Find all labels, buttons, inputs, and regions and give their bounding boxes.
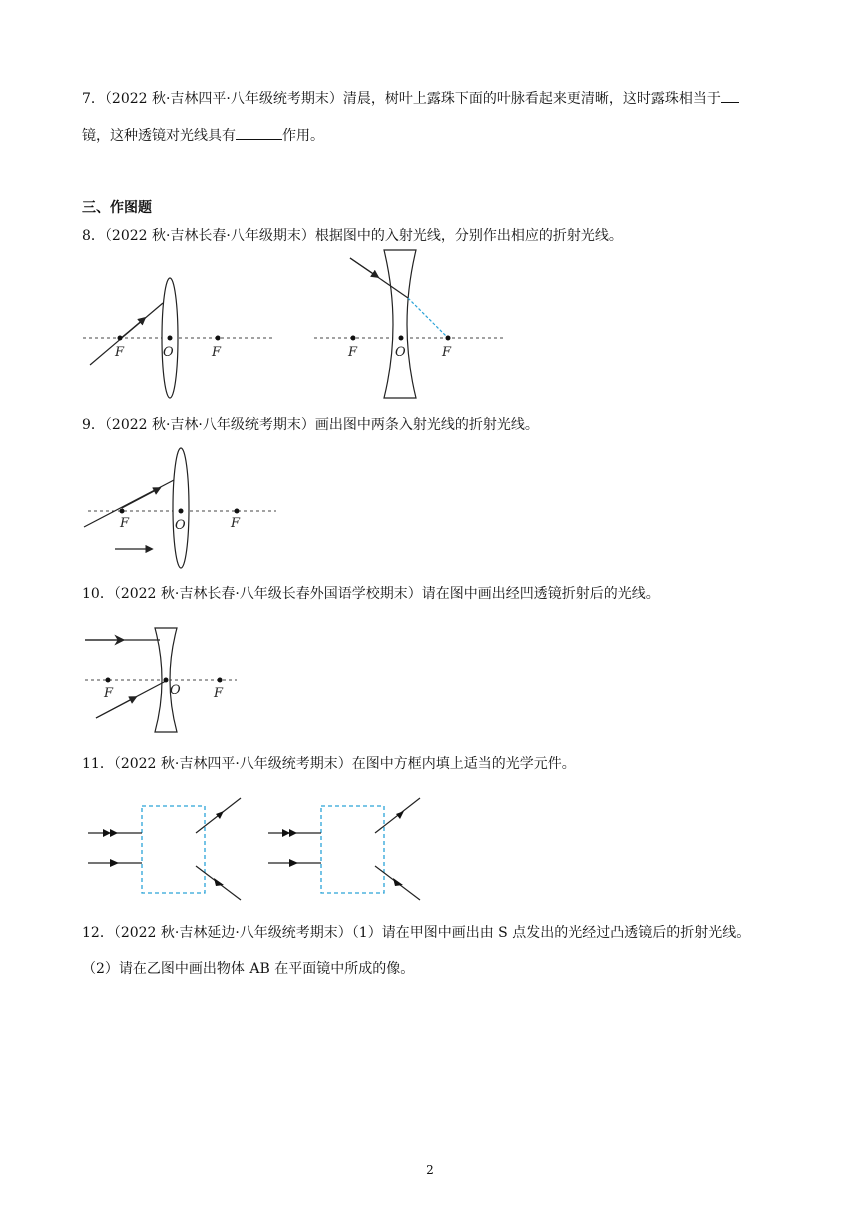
question-12-line-1: 12．（2022 秋·吉林延边·八年级统考期末）（1）请在甲图中画出由 S 点发出的光经过凸透镜后的折射光线。 [82, 925, 751, 941]
question-7-line-2 [82, 125, 324, 146]
arrow-bottom [289, 859, 298, 867]
question-10-text: 10．（2022 秋·吉林长春·八年级长春外国语学校期末）请在图中画出经凹透镜折射后的光线。 [82, 586, 660, 602]
label-f-right: F [214, 686, 224, 701]
arrow-out-bottom [393, 878, 403, 886]
incident-ray-arrow [350, 258, 378, 277]
label-f-left: F [104, 686, 114, 701]
q11-figure-right [0, 790, 860, 910]
label-f-left: F [115, 345, 125, 360]
focus-point-right [218, 678, 223, 683]
focus-point-left [106, 678, 111, 683]
focus-point-right [235, 509, 240, 514]
question-9-text: 9．（2022 秋·吉林·八年级统考期末）画出图中两条入射光线的折射光线。 [82, 417, 539, 433]
question-7-line-1 [82, 88, 739, 109]
q10-concave-lens-figure [0, 620, 860, 740]
label-f-right: F [231, 516, 241, 531]
incident-ray-1-arrow [122, 488, 160, 508]
answer-blank-1[interactable] [721, 88, 739, 103]
label-f-right: F [212, 345, 222, 360]
incident-ray-2-arrow [96, 697, 136, 718]
question-12-line-2: （2）请在乙图中画出物体 AB 在平面镜中所成的像。 [82, 961, 415, 977]
arrow-out-top [396, 811, 404, 819]
convex-lens [173, 448, 189, 568]
q9-convex-lens-figure [0, 450, 860, 580]
page-number: 2 [426, 1163, 434, 1177]
label-f-left: F [120, 516, 130, 531]
label-f-left: F [348, 345, 358, 360]
focus-point-left [351, 336, 356, 341]
label-o: O [395, 345, 406, 360]
label-o: O [175, 518, 186, 533]
optical-center [399, 336, 404, 341]
focus-point-left [120, 509, 125, 514]
question-7-text-3: 作用。 [282, 128, 324, 144]
question-11-text: 11．（2022 秋·吉林四平·八年级统考期末）在图中方框内填上适当的光学元件。 [82, 756, 576, 772]
optical-center [179, 509, 184, 514]
optical-center [164, 678, 169, 683]
q8-concave-lens-figure [0, 250, 860, 410]
extension-line [408, 298, 448, 338]
section-title: 三、作图题 [82, 200, 152, 216]
question-8-text: 8．（2022 秋·吉林长春·八年级期末）根据图中的入射光线，分别作出相应的折射光线。 [82, 228, 623, 244]
label-f-right: F [442, 345, 452, 360]
answer-blank-2[interactable] [236, 125, 282, 140]
concave-lens [384, 250, 416, 398]
question-7-text: 7．（2022 秋·吉林四平·八年级统考期末）清晨，树叶上露珠下面的叶脉看起来更清晰，这时露珠相当于 [82, 91, 721, 107]
dashed-box [321, 806, 384, 893]
focus-point-right [446, 336, 451, 341]
label-o: O [163, 345, 174, 360]
question-7-text-2: 镜，这种透镜对光线具有 [82, 128, 236, 144]
double-arrow-top [282, 829, 297, 837]
label-o: O [170, 683, 181, 698]
